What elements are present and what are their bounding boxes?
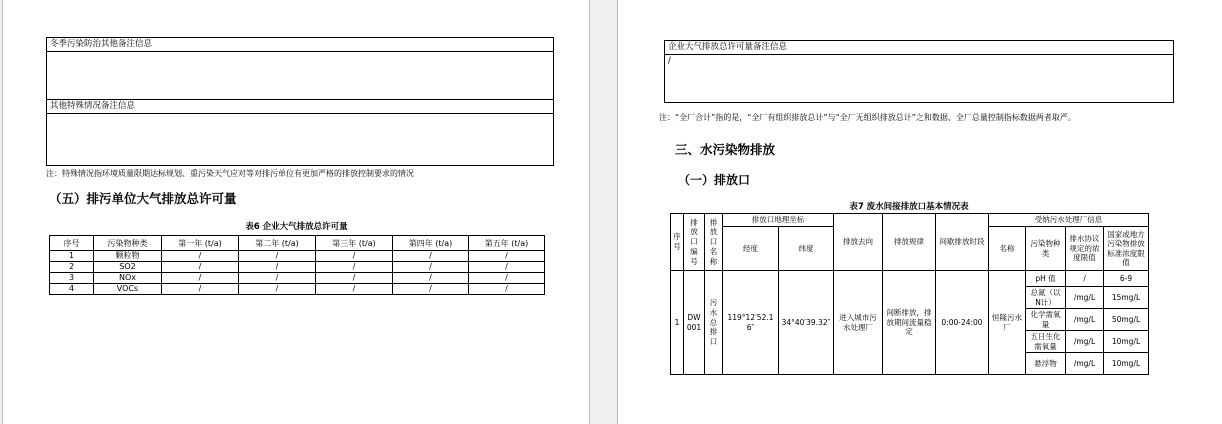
table6-cell: 3 [50,273,94,284]
note-special-cases: 注：特殊情况指环境质量限期达标规划、重污染天气应对等对排污单位有更加严格的排放控制要求的情况 [46,169,414,178]
table7-header-period: 间歇排放时段 [936,214,989,271]
table7-header-plant-info: 受纳污水处理厂信息 [989,214,1149,227]
table6-header-cell: 第一年 (t/a) [162,236,239,251]
table6-cell: / [316,284,393,295]
table7-cell-agreement: /mg/L [1066,287,1104,309]
table7-cell-pollutant: 悬浮物 [1026,353,1066,375]
table6-cell: / [469,273,545,284]
remark-box-winter-content [47,52,553,54]
table6-row [50,251,545,262]
section-heading-water-pollutants: 三、水污染物排放 [675,142,776,157]
table7-caption: 表7 废水间接排放口基本情况表 [849,202,969,212]
table6-header-cell: 序号 [50,236,94,251]
table6-cell: / [316,273,393,284]
table7-header-pattern: 排放规律 [883,214,936,271]
table6-header-cell: 第二年 (t/a) [239,236,316,251]
table7-cell-pollutant: 五日生化需氧量 [1026,331,1066,353]
table7-data-row [671,271,1149,287]
table7-header-outlet-no: 排放口编号 [684,214,705,271]
remark-box-winter [46,37,554,101]
table7-cell-outlet-no: DW001 [684,271,705,375]
table6 [49,235,545,295]
table7-cell-longitude: 119°12′52.16″ [723,271,779,375]
table7-cell-agreement: / [1066,271,1104,287]
table6-row [50,273,545,284]
table6-cell: / [469,284,545,295]
remark-box-special [46,99,554,166]
remark-box-special-label: 其他特殊情况备注信息 [47,100,553,114]
table7-cell-standard: 50mg/L [1104,309,1149,331]
table7-cell-latitude: 34°40′39.32″ [779,271,834,375]
table6-cell: / [239,251,316,262]
table6-cell: / [393,262,469,273]
table6-cell: / [162,284,239,295]
table6-cell: / [393,273,469,284]
table7-cell-agreement: /mg/L [1066,309,1104,331]
table6-caption: 表6 企业大气排放总许可量 [245,222,348,232]
table7-cell-pollutant: 总氮（以N计） [1026,287,1066,309]
table6-cell: / [162,262,239,273]
table6-cell: 颗粒物 [94,251,162,262]
table7 [670,213,1149,375]
table6-cell: / [239,284,316,295]
table7-cell-outlet-name: 污水总排口 [705,271,723,375]
remark-box-air-permit-content: / [668,56,671,66]
table7-cell-pollutant: pH 值 [1026,271,1066,287]
table7-cell-seq: 1 [671,271,684,375]
note-plant-total: 注：“全厂合计”指的是，“全厂有组织排放总计”与“全厂无组织排放总计”之和数据、全厂总量控制指标数据两者取严。 [659,113,1076,122]
section-heading-air-total-permit: （五）排污单位大气排放总许可量 [49,191,237,206]
table7-header-plant-name: 名称 [989,227,1026,271]
table6-cell: / [239,262,316,273]
table7-cell-standard: 10mg/L [1104,353,1149,375]
table7-cell-standard: 15mg/L [1104,287,1149,309]
table7-header-seq: 序号 [671,214,684,271]
table7-header-destination: 排放去向 [834,214,883,271]
remark-box-winter-label: 冬季污染防治其他备注信息 [47,38,553,52]
table6-header-cell: 第四年 (t/a) [393,236,469,251]
table6-cell: SO2 [94,262,162,273]
table6-cell: 4 [50,284,94,295]
table7-cell-agreement: /mg/L [1066,331,1104,353]
remark-box-special-content [47,114,553,116]
table7-header-outlet-name: 排放口名称 [705,214,723,271]
table6-cell: VOCs [94,284,162,295]
table7-header-latitude: 纬度 [779,227,834,271]
table6-cell: / [316,262,393,273]
table7-cell-plant-name: 恒隆污水厂 [989,271,1026,375]
table6-header-cell: 第五年 (t/a) [469,236,545,251]
table7-header-pollutant-type: 污染物种类 [1026,227,1066,271]
table6-row [50,284,545,295]
table6-cell: / [393,284,469,295]
table6-header-cell: 污染物种类 [94,236,162,251]
table7-cell-standard: 6-9 [1104,271,1149,287]
table7-cell-standard: 10mg/L [1104,331,1149,353]
table7-cell-period: 0:00-24:00 [936,271,989,375]
table6-header-cell: 第三年 (t/a) [316,236,393,251]
table6-cell: / [162,273,239,284]
subsection-heading-outlets: （一）排放口 [678,173,751,187]
table7-cell-pattern: 间断排放，排放期间流量稳定 [883,271,936,375]
remark-box-air-permit-label: 企业大气排放总许可量备注信息 [665,41,1173,55]
table6-cell: / [162,251,239,262]
table6-cell: / [239,273,316,284]
table6-cell: 2 [50,262,94,273]
table6-cell: / [393,251,469,262]
table6-cell: NOx [94,273,162,284]
page-left[interactable] [2,0,590,424]
table7-cell-agreement: /mg/L [1066,353,1104,375]
table7-cell-destination: 进入城市污水处理厂 [834,271,883,375]
table7-header-geo: 排放口地理坐标 [723,214,834,227]
table7-cell-pollutant: 化学需氧量 [1026,309,1066,331]
page-right[interactable] [617,0,1222,424]
table6-cell: / [469,262,545,273]
remark-box-air-permit [664,40,1174,103]
table7-header-agreement-limit: 排水协议规定的浓度限值 [1066,227,1104,271]
table6-header-row [50,236,545,251]
table6-cell: 1 [50,251,94,262]
table7-header-longitude: 经度 [723,227,779,271]
table6-row [50,262,545,273]
table6-cell: / [316,251,393,262]
table7-header-row-1 [671,214,1149,227]
table7-header-standard-limit: 国家或地方污染物排放标准浓度限值 [1104,227,1149,271]
table6-cell: / [469,251,545,262]
